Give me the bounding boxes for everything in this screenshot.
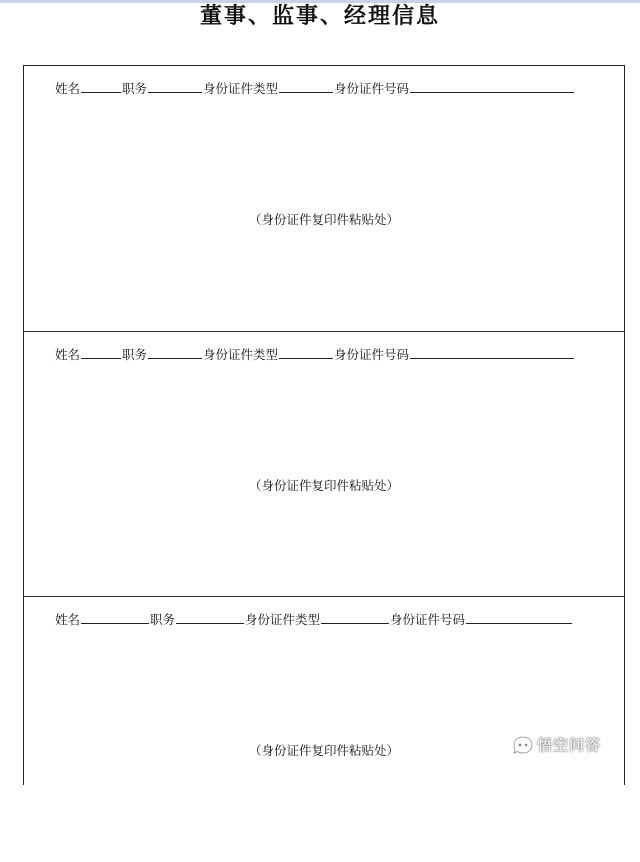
field-row: [55, 346, 575, 363]
position-blank[interactable]: [148, 346, 202, 359]
watermark-text: 悟空问答: [537, 736, 602, 754]
field-row: [55, 80, 575, 97]
id-number-blank[interactable]: [466, 611, 572, 624]
position-blank[interactable]: [176, 611, 244, 624]
name-label: 姓名: [55, 612, 81, 627]
person-section: [24, 331, 624, 597]
id-number-label: 身份证件号码: [334, 347, 410, 362]
position-label: 职务: [122, 81, 148, 96]
watermark: [512, 734, 601, 755]
id-copy-paste-note: （身份证件复印件粘贴处）: [248, 743, 399, 758]
id-type-blank[interactable]: [279, 80, 333, 93]
id-type-label: 身份证件类型: [245, 612, 321, 627]
id-type-blank[interactable]: [321, 611, 389, 624]
id-copy-paste-note: （身份证件复印件粘贴处）: [248, 478, 399, 493]
person-section: [24, 66, 624, 331]
id-type-label: 身份证件类型: [203, 347, 279, 362]
wukong-logo-icon: [512, 736, 534, 754]
person-section: [24, 596, 624, 862]
page-title: 董事、监事、经理信息: [199, 3, 440, 29]
id-number-blank[interactable]: [410, 346, 574, 359]
position-label: 职务: [150, 612, 176, 627]
position-label: 职务: [122, 347, 148, 362]
id-type-label: 身份证件类型: [203, 81, 279, 96]
form-frame: [23, 65, 625, 785]
id-copy-paste-note: （身份证件复印件粘贴处）: [248, 212, 399, 227]
id-number-blank[interactable]: [410, 80, 574, 93]
name-blank[interactable]: [81, 346, 121, 359]
name-label: 姓名: [55, 81, 81, 96]
name-blank[interactable]: [81, 611, 149, 624]
name-label: 姓名: [55, 347, 81, 362]
position-blank[interactable]: [148, 80, 202, 93]
id-number-label: 身份证件号码: [390, 612, 466, 627]
id-type-blank[interactable]: [279, 346, 333, 359]
name-blank[interactable]: [81, 80, 121, 93]
id-number-label: 身份证件号码: [334, 81, 410, 96]
field-row: [55, 611, 573, 628]
